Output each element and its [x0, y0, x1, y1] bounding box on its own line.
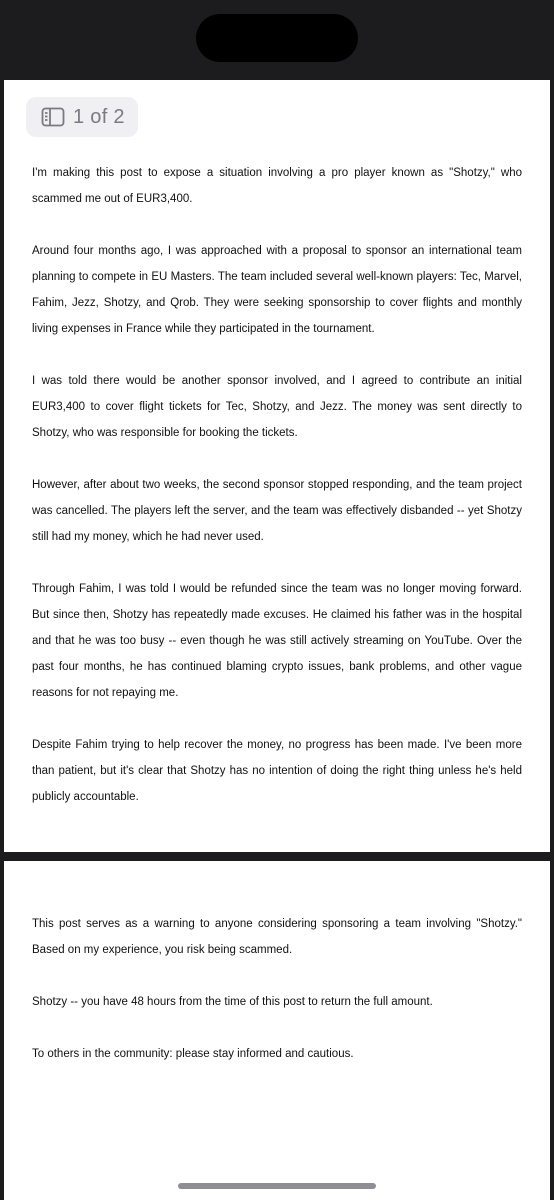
sidebar-icon	[41, 107, 65, 127]
paragraph: I'm making this post to expose a situation involving a pro player known as "Shotzy," who scammed me out of EUR3,400.	[32, 167, 522, 205]
paragraph: However, after about two weeks, the second sponsor stopped responding, and the team project was cancelled. The players left the server, and the team was effectively disbanded -- yet Shotzy still had my money, which he had never used.	[32, 479, 522, 543]
page-1-text	[32, 160, 522, 836]
paragraph: Shotzy -- you have 48 hours from the time of this post to return the full amount.	[32, 996, 433, 1008]
page-indicator-label: 1 of 2	[73, 105, 125, 128]
paragraph: This post serves as a warning to anyone considering sponsoring a team involving "Shotzy." Based on my experience, you risk being scammed.	[32, 918, 522, 956]
document-page-1	[4, 80, 550, 852]
home-indicator[interactable]	[178, 1183, 376, 1189]
document-page-2	[4, 861, 550, 1200]
paragraph: I was told there would be another sponsor involved, and I agreed to contribute an initial EUR3,400 to cover flight tickets for Tec, Shotzy, and Jezz. The money was sent directly to Shotzy, who was responsible for booking the tickets.	[32, 375, 522, 439]
page-2-text	[32, 911, 522, 1093]
paragraph: Around four months ago, I was approached with a proposal to sponsor an international team planning to compete in EU Masters. The team included several well-known players: Tec, Marvel, Fahim, Jezz, Shotzy, and Qrob. They were seeking sponsorship to cover flights and monthly living expenses in France while they participated in the tournament.	[32, 245, 522, 335]
page-indicator[interactable]	[26, 97, 138, 137]
dynamic-island	[196, 14, 358, 62]
paragraph: To others in the community: please stay informed and cautious.	[32, 1048, 354, 1060]
paragraph: Despite Fahim trying to help recover the money, no progress has been made. I've been more than patient, but it's clear that Shotzy has no intention of doing the right thing unless he's held publicly accountable.	[32, 739, 522, 803]
paragraph: Through Fahim, I was told I would be refunded since the team was no longer moving forward. But since then, Shotzy has repeatedly made excuses. He claimed his father was in the hospital and that he was too busy -- even though he was still actively streaming on YouTube. Over the past four months, he has continued blaming crypto issues, bank problems, and other vague reasons for not repaying me.	[32, 583, 522, 699]
